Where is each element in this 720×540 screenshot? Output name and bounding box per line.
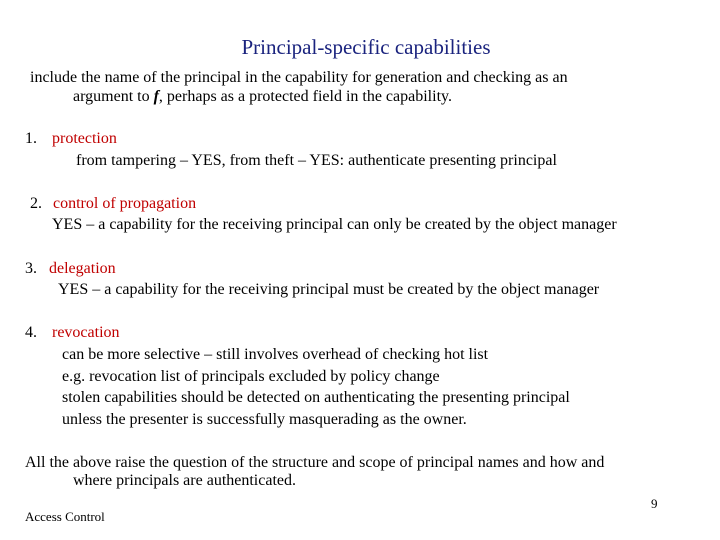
item-2-heading: control of propagation	[53, 195, 197, 212]
item-4-line-4: unless the presenter is successfully masquerading as the owner.	[62, 411, 467, 428]
intro-line-1: include the name of the principal in the capability for generation and checking as an	[30, 69, 568, 86]
item-4-heading: revocation	[52, 324, 120, 341]
conclusion-line-1: All the above raise the question of the structure and scope of principal names and how and	[25, 454, 605, 471]
item-2-line-1: YES – a capability for the receiving principal can only be created by the object manager	[52, 216, 617, 233]
item-3-line-1: YES – a capability for the receiving principal must be created by the object manager	[58, 281, 600, 298]
item-1-line-1: from tampering – YES, from theft – YES: authenticate presenting principal	[76, 152, 557, 169]
item-4-line-1: can be more selective – still involves overhead of checking hot list	[62, 346, 489, 363]
intro-line-2-before: argument to	[73, 88, 154, 105]
intro-function-name: f	[153, 88, 159, 105]
item-1-heading: protection	[52, 130, 117, 147]
conclusion-line-2: where principals are authenticated.	[73, 472, 296, 489]
item-2-number: 2.	[30, 195, 42, 212]
footer-label: Access Control	[25, 509, 105, 524]
slide-title: Principal-specific capabilities	[241, 35, 491, 59]
item-4-number: 4.	[25, 324, 37, 341]
item-4-line-3: stolen capabilities should be detected on authenticating the presenting principal	[62, 389, 570, 406]
intro-line-2-after: , perhaps as a protected field in the capability.	[158, 88, 452, 105]
item-3-number: 3.	[25, 260, 37, 277]
item-1-number: 1.	[25, 130, 37, 147]
intro-line-2	[73, 89, 452, 105]
item-4-line-2: e.g. revocation list of principals excluded by policy change	[62, 368, 440, 385]
page-number: 9	[651, 496, 658, 511]
item-3-heading: delegation	[49, 260, 116, 277]
